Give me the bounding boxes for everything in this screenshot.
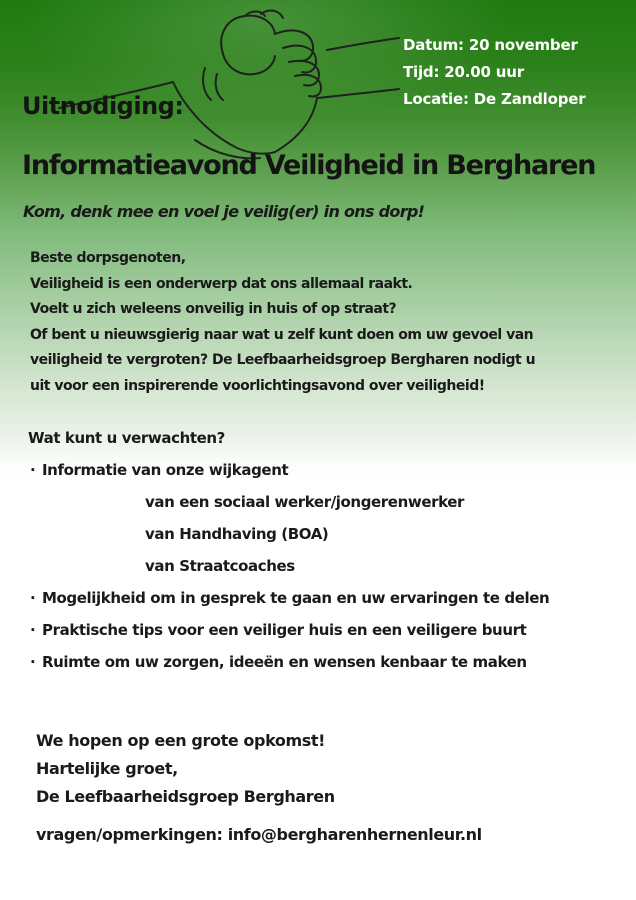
- bullet-icon: ·: [30, 621, 36, 639]
- expectations-section: [28, 422, 549, 678]
- intro-line: Of bent u nieuwsgierig naar wat u zelf kunt doen om uw gevoel van: [30, 326, 534, 343]
- list-item-text: van een sociaal werker/jongerenwerker: [145, 493, 465, 511]
- list-item-text: van Straatcoaches: [145, 557, 295, 575]
- list-item: [28, 550, 549, 582]
- event-time: Tijd: 20.00 uur: [403, 63, 524, 81]
- closing-line: We hopen op een grote opkomst!: [36, 731, 326, 750]
- invitation-label: Uitnodiging:: [22, 92, 184, 120]
- list-item: [28, 582, 549, 614]
- contact-label: vragen/opmerkingen:: [36, 825, 223, 844]
- intro-line: Voelt u zich weleens onveilig in huis of op straat?: [30, 301, 397, 317]
- event-details: [403, 32, 585, 113]
- contact-email: info@bergharenhernenleur.nl: [227, 825, 482, 844]
- list-item-text: Ruimte om uw zorgen, ideeën en wensen kenbaar te maken: [42, 653, 527, 671]
- intro-line: Beste dorpsgenoten,: [30, 250, 186, 266]
- expectations-heading: Wat kunt u verwachten?: [28, 429, 225, 447]
- intro-line: veiligheid te vergroten? De Leefbaarheidsgroep Bergharen nodigt u: [30, 352, 536, 368]
- intro-paragraph: [30, 246, 535, 399]
- list-item: [28, 454, 549, 486]
- list-item-text: Informatie van onze wijkagent: [42, 461, 289, 479]
- list-item-text: Mogelijkheid om in gesprek te gaan en uw ervaringen te delen: [42, 589, 550, 607]
- list-item-text: van Handhaving (BOA): [145, 525, 329, 543]
- closing-line: De Leefbaarheidsgroep Bergharen: [36, 787, 335, 806]
- intro-line: Veiligheid is een onderwerp dat ons allemaal raakt.: [30, 275, 413, 292]
- clasped-hands-icon: [55, 8, 405, 168]
- bullet-icon: ·: [30, 589, 36, 607]
- intro-line: uit voor een inspirerende voorlichtingsavond over veiligheid!: [30, 377, 485, 394]
- page-title: Informatieavond Veiligheid in Bergharen: [22, 150, 596, 181]
- list-item: [28, 486, 549, 518]
- event-location: Locatie: De Zandloper: [403, 90, 586, 108]
- bullet-icon: ·: [30, 653, 36, 671]
- subtitle: Kom, denk mee en voel je veilig(er) in ons dorp!: [23, 202, 425, 221]
- contact-line: [36, 822, 482, 847]
- bullet-icon: ·: [30, 461, 36, 479]
- list-item: [28, 614, 549, 646]
- list-item-text: Praktische tips voor een veiliger huis en een veiligere buurt: [42, 621, 527, 639]
- closing-line: Hartelijke groet,: [36, 759, 178, 778]
- event-date: Datum: 20 november: [403, 36, 578, 54]
- closing-block: [36, 727, 335, 811]
- list-item: [28, 518, 549, 550]
- list-item: [28, 646, 549, 678]
